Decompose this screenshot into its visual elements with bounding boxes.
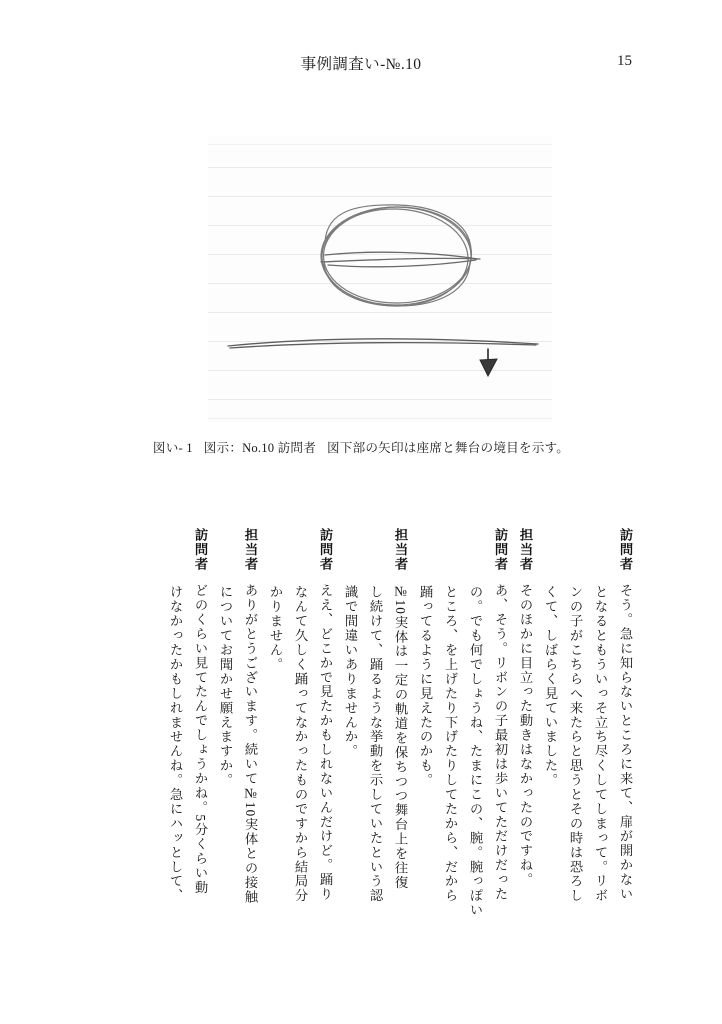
transcript-line: ええ、どこかで見たかもしれないんだけど。踊り xyxy=(318,583,333,902)
pencil-sketch xyxy=(208,136,552,422)
figure-caption-note: 図下部の矢印は座席と舞台の境目を示す。 xyxy=(327,441,570,455)
page-title: 事例調査い-№.10 xyxy=(300,56,422,73)
speaker-label: 担当者 xyxy=(518,528,533,572)
transcript-line: 識で間違いありませんか。 xyxy=(343,585,358,759)
figure-caption-subject: 図示：No.10 訪問者 xyxy=(203,441,316,455)
transcript-line: ありがとうございます。続いて№10実体との接触 xyxy=(243,583,258,905)
transcript-line: どのくらい見てたんでしょうかね。5分くらい動 xyxy=(193,583,208,895)
figure-caption xyxy=(0,437,722,456)
transcript-line: なんて久しく踊ってなかったものですから結局分 xyxy=(293,585,308,903)
transcript-column xyxy=(257,528,282,1005)
transcript-column xyxy=(282,528,307,1005)
transcript-column xyxy=(332,528,357,1005)
transcript-line: し続けて、踊るような挙動を示していたという認 xyxy=(368,585,383,903)
transcript-line: ところ、を上げたり下げたりしてたから、だから xyxy=(443,585,458,903)
figure-caption-label: 図い- 1 xyxy=(152,441,193,455)
transcript-column xyxy=(207,528,232,1005)
transcript-line: けなかったかもしれませんね。急にハッとして、 xyxy=(168,585,183,903)
transcript-line: ンの子がこちらへ来たらと思うとその時は恐ろし xyxy=(568,585,583,903)
page-number: 15 xyxy=(617,53,632,69)
transcript-column xyxy=(407,528,432,1005)
transcript-line: そのほかに目立った動きはなかったのですね。 xyxy=(518,583,533,887)
speaker-label: 訪問者 xyxy=(318,528,333,572)
transcript-line: あ、そう。リボンの子最初は歩いてただけだった xyxy=(493,583,508,902)
transcript-line: 踊ってるように見えたのかも。 xyxy=(418,585,433,788)
transcript-column xyxy=(457,528,482,1005)
speaker-label: 訪問者 xyxy=(493,528,508,572)
speaker-label: 訪問者 xyxy=(193,528,208,572)
down-arrow-icon xyxy=(480,359,497,376)
transcript-column xyxy=(607,528,632,948)
transcript-column xyxy=(157,528,182,1005)
transcript-body xyxy=(150,528,632,948)
transcript-column xyxy=(482,528,507,948)
transcript-column xyxy=(382,528,407,948)
transcript-column xyxy=(432,528,457,1005)
transcript-line: №10実体は一定の軌道を保ちつつ舞台上を往復 xyxy=(393,583,408,890)
speaker-label: 担当者 xyxy=(243,528,258,572)
transcript-line: かりません。 xyxy=(268,585,283,672)
figure-sketch xyxy=(208,136,552,422)
transcript-line: となるともういっそ立ち尽くしてしまって。リボ xyxy=(593,585,608,903)
transcript-column xyxy=(507,528,532,948)
speaker-label: 訪問者 xyxy=(618,528,633,572)
transcript-column xyxy=(232,528,257,948)
transcript-line: の。でも何でしょうね、たまにこの、腕。腕っぽい xyxy=(468,585,483,918)
transcript-line: そう。急に知らないところに来て、扉が開かない xyxy=(618,583,633,902)
transcript-column xyxy=(557,528,582,1005)
ruled-paper-background xyxy=(208,136,552,422)
transcript-column xyxy=(357,528,382,1005)
transcript-column xyxy=(532,528,557,1005)
transcript-column xyxy=(582,528,607,1005)
transcript-column xyxy=(307,528,332,948)
page-header xyxy=(90,52,632,78)
speaker-label: 担当者 xyxy=(393,528,408,572)
transcript-line: くて、しばらく見ていました。 xyxy=(543,585,558,788)
transcript-column xyxy=(182,528,207,948)
transcript-line: についてお聞かせ願えますか。 xyxy=(218,585,233,788)
